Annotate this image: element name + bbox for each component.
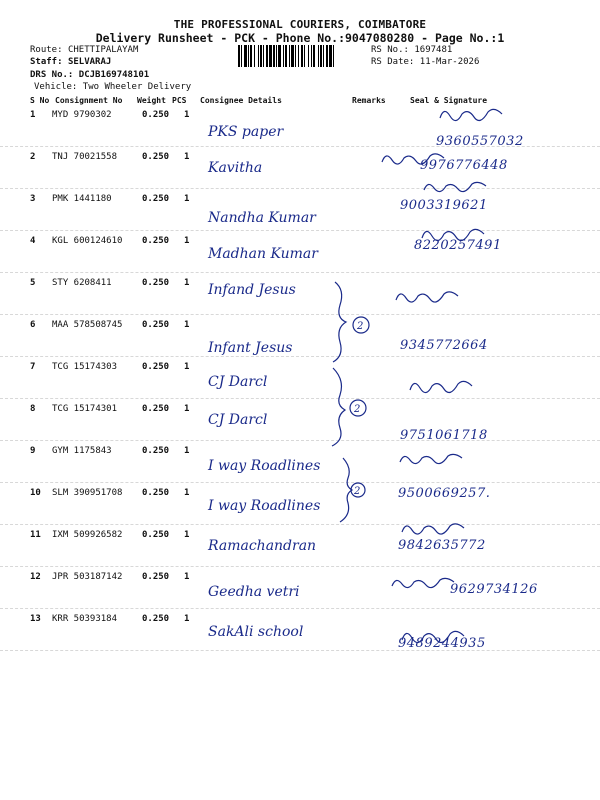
barcode-bar [289,45,290,67]
consignee-name: Ramachandran [208,538,317,554]
receiver-phone: 9976776448 [420,158,508,173]
row-sno: 3 [30,194,36,204]
table-row [0,566,600,609]
drs-label: DRS No.: [30,70,74,80]
receiver-phone: 9842635772 [398,538,486,553]
table-row [0,272,600,315]
barcode-bar [308,45,309,67]
row-sno: 11 [30,530,41,540]
row-consignment-no: IXM 509926582 [52,530,123,540]
staff-label: Staff: [30,57,63,67]
barcode-bar [313,45,315,67]
row-pcs: 1 [184,110,190,120]
row-sno: 12 [30,572,41,582]
table-row [0,356,600,399]
consignee-name: CJ Darcl [208,412,268,428]
row-weight: 0.250 [142,446,170,456]
consignee-name: Infand Jesus [208,282,296,298]
row-pcs: 1 [184,572,190,582]
barcode-bar [273,45,275,67]
consignee-name: I way Roadlines [208,458,321,474]
table-row [0,608,600,651]
row-weight: 0.250 [142,110,170,120]
table-row [0,314,600,357]
row-pcs: 1 [184,194,190,204]
row-consignment-no: TNJ 70021558 [52,152,118,162]
receiver-phone: 9500669257. [398,486,491,501]
row-pcs: 1 [184,278,190,288]
barcode-bar [323,45,324,67]
row-weight: 0.250 [142,362,170,372]
row-consignment-no: MYD 9790302 [52,110,112,120]
barcode-bar [258,45,259,67]
row-sno: 7 [30,362,36,372]
row-consignment-no: KGL 600124610 [52,236,123,246]
rs-no-value: 1697481 [414,45,453,55]
barcode-bar [260,45,262,67]
barcode-bar [276,45,277,67]
row-sno: 1 [30,110,36,120]
consignee-name: Madhan Kumar [208,246,318,262]
barcode-bar [283,45,284,67]
rs-date-label: RS Date: [371,57,415,67]
barcode [238,45,366,67]
vehicle-value: Two Wheeler Delivery [82,82,192,92]
signature-scribble [398,516,468,538]
row-pcs: 1 [184,614,190,624]
signature-scribble [378,146,448,168]
document-subtitle: Delivery Runsheet - PCK - Phone No.:9047080280 - Page No.:1 [95,31,505,45]
barcode-bar [266,45,268,67]
table-row [0,482,600,525]
signature-scribble [388,570,458,592]
signature-scribble [392,284,462,306]
rs-no-line [371,45,452,55]
rs-no-label: RS No.: [371,45,409,55]
row-sno: 5 [30,278,36,288]
staff-value: SELVARAJ [67,57,112,67]
row-consignment-no: SLM 390951708 [52,488,123,498]
barcode-bar [326,45,328,67]
signature-scribble [418,222,488,244]
barcode-bar [250,45,252,67]
row-consignment-no: PMK 1441180 [52,194,112,204]
row-weight: 0.250 [142,404,170,414]
barcode-bar [311,45,312,67]
row-weight: 0.250 [142,614,170,624]
barcode-bar [248,45,249,67]
receiver-phone: 9003319621 [400,198,488,213]
document-title: THE PROFESSIONAL COURIERS, COIMBATORE [173,18,427,31]
signature-scribble [420,174,490,196]
row-pcs: 1 [184,530,190,540]
route-line [30,45,138,55]
signature-scribble [398,624,468,646]
consignee-name: Nandha Kumar [208,210,316,226]
signature-scribble [406,374,476,396]
drs-line [30,70,149,80]
barcode-bar [278,45,281,67]
row-weight: 0.250 [142,320,170,330]
barcode-bar [333,45,334,67]
row-consignment-no: TCG 15174301 [52,404,118,414]
table-row [0,104,600,147]
row-pcs: 1 [184,488,190,498]
group-count-text: 2 [354,486,361,497]
row-pcs: 1 [184,404,190,414]
consignee-name: CJ Darcl [208,374,268,390]
row-weight: 0.250 [142,194,170,204]
vehicle-label: Vehicle: [34,82,78,92]
row-sno: 9 [30,446,36,456]
col-consignee: Consignee Details [200,96,282,105]
row-sno: 13 [30,614,41,624]
table-row [0,230,600,273]
receiver-phone: 9345772664 [400,338,488,353]
receiver-phone: 9629734126 [450,582,538,597]
table-row [0,398,600,441]
rs-date-line [371,57,479,67]
barcode-bar [263,45,264,67]
barcode-bar [241,45,242,67]
consignee-name: I way Roadlines [208,498,321,514]
signature-scribble [436,102,506,124]
row-pcs: 1 [184,362,190,372]
row-weight: 0.250 [142,488,170,498]
consignee-name: Geedha vetri [208,584,300,600]
col-pcs: PCS [172,96,187,105]
barcode-bar [329,45,332,67]
row-weight: 0.250 [142,530,170,540]
row-consignment-no: KRR 50393184 [52,614,118,624]
consignee-name: Kavitha [208,160,263,176]
col-remarks: Remarks [352,96,386,105]
col-weight: Weight [137,96,166,105]
consignee-name: PKS paper [208,124,284,140]
barcode-bar [269,45,272,67]
barcode-bar [295,45,296,67]
table-row [0,146,600,189]
table-row [0,440,600,483]
consignee-name: SakAli school [208,624,304,640]
drs-value: DCJB169748101 [78,70,150,80]
row-sno: 6 [30,320,36,330]
col-consignment: Consignment No [55,96,123,105]
barcode-bar [238,45,240,67]
col-seal: Seal & Signature [410,96,488,105]
barcode-bar [298,45,299,67]
row-sno: 4 [30,236,36,246]
barcode-bar [291,45,294,67]
row-weight: 0.250 [142,152,170,162]
row-pcs: 1 [184,320,190,330]
row-weight: 0.250 [142,572,170,582]
row-sno: 2 [30,152,36,162]
barcode-bar [285,45,287,67]
row-sno: 8 [30,404,36,414]
group-count-text: 2 [357,321,364,332]
staff-line [30,57,111,67]
rs-date-value: 11-Mar-2026 [419,57,480,67]
receiver-phone: 9489244935 [398,636,486,651]
row-consignment-no: TCG 15174303 [52,362,118,372]
receiver-phone: 8220257491 [414,238,502,253]
barcode-bar [301,45,303,67]
row-consignment-no: GYM 1175843 [52,446,112,456]
row-consignment-no: JPR 503187142 [52,572,123,582]
consignee-name: Infant Jesus [208,340,293,356]
barcode-bar [254,45,255,67]
receiver-phone: 9751061718 [400,428,488,443]
barcode-bar [304,45,305,67]
row-pcs: 1 [184,446,190,456]
route-label: Route: [30,45,63,55]
barcode-bar [320,45,322,67]
row-pcs: 1 [184,236,190,246]
table-row [0,524,600,567]
row-consignment-no: MAA 578508745 [52,320,123,330]
route-value: CHETTIPALAYAM [67,45,139,55]
vehicle-line [34,82,191,92]
row-pcs: 1 [184,152,190,162]
group-count-text: 2 [354,404,361,415]
barcode-bar [244,45,247,67]
receiver-phone: 9360557032 [436,134,524,149]
signature-scribble [396,446,466,468]
col-sno: S No [30,96,50,105]
row-weight: 0.250 [142,278,170,288]
row-sno: 10 [30,488,41,498]
row-weight: 0.250 [142,236,170,246]
table-row [0,188,600,231]
barcode-bar [318,45,319,67]
row-consignment-no: STY 6208411 [52,278,112,288]
